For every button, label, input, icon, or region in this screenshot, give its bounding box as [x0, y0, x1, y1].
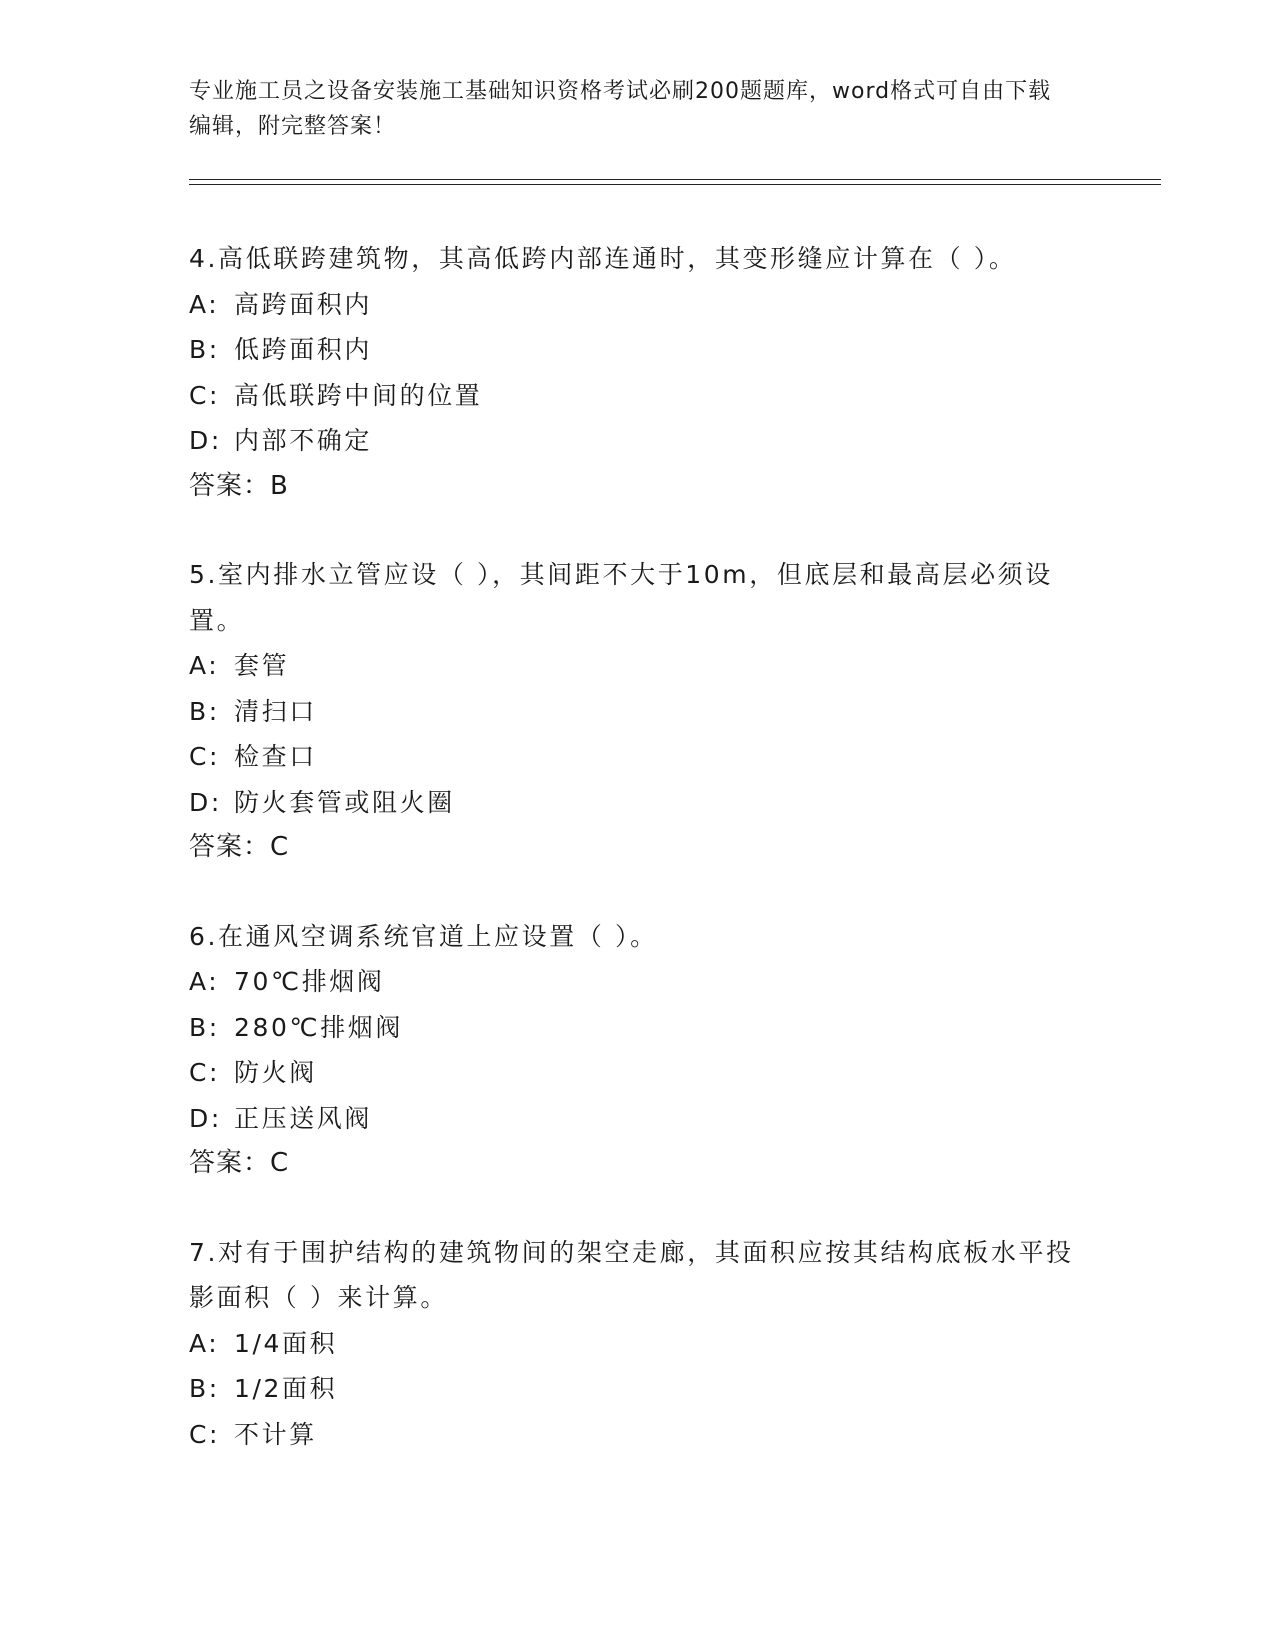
question-stem: 6.在通风空调系统官道上应设置（ ）。	[189, 921, 658, 951]
answer-line: 答案：C	[189, 1148, 290, 1178]
option-text: 防火阀	[234, 1058, 317, 1087]
option-key: C:	[189, 742, 221, 771]
option-key: B:	[189, 335, 220, 364]
option-key: D:	[189, 1103, 222, 1133]
option-text: 1/4面积	[234, 1328, 338, 1358]
question-4	[189, 236, 1089, 509]
option-key: A:	[189, 651, 220, 680]
question-6	[189, 914, 1089, 1187]
option-a	[189, 1321, 1089, 1367]
option-key: A:	[189, 289, 220, 319]
option-key: A:	[189, 967, 220, 996]
answer-line: 答案：C	[189, 832, 290, 862]
question-stem: 4.高低联跨建筑物，其高低跨内部连通时，其变形缝应计算在（ ）。	[189, 244, 1017, 273]
option-text: 1/2面积	[234, 1374, 338, 1403]
option-key: C:	[189, 1419, 221, 1449]
option-text: 检查口	[234, 742, 317, 771]
question-stem: 5.室内排水立管应设（ ），其间距不大于10m，但底层和最高层必须设置。	[189, 560, 1053, 635]
option-key: B:	[189, 1374, 220, 1403]
option-key: B:	[189, 696, 220, 726]
option-text: 低跨面积内	[234, 335, 373, 364]
question-7	[189, 1230, 1089, 1458]
option-d	[189, 1096, 1089, 1142]
option-d	[189, 418, 1089, 464]
option-key: C:	[189, 380, 221, 410]
option-text: 70℃排烟阀	[234, 967, 385, 996]
question-5	[189, 552, 1089, 871]
question-stem: 7.对有于围护结构的建筑物间的架空走廊，其面积应按其结构底板水平投影面积（ ）来计算。	[189, 1237, 1074, 1312]
option-key: B:	[189, 1012, 220, 1042]
option-a	[189, 959, 1089, 1005]
option-text: 清扫口	[234, 696, 317, 726]
option-text: 内部不确定	[234, 426, 373, 455]
header-divider-top	[189, 179, 1161, 180]
option-key: A:	[189, 1328, 220, 1358]
option-b	[189, 327, 1089, 373]
option-key: D:	[189, 787, 222, 817]
option-b	[189, 689, 1089, 735]
option-text: 高低联跨中间的位置	[234, 380, 483, 410]
header-divider-bottom	[189, 184, 1161, 185]
option-text: 防火套管或阻火圈	[234, 787, 455, 817]
option-text: 套管	[234, 651, 290, 680]
option-text: 高跨面积内	[234, 289, 373, 319]
option-text: 不计算	[234, 1419, 317, 1449]
option-c	[189, 1050, 1089, 1096]
option-a	[189, 643, 1089, 689]
option-c	[189, 373, 1089, 419]
option-b	[189, 1366, 1089, 1412]
option-c	[189, 734, 1089, 780]
option-a	[189, 282, 1089, 328]
option-d	[189, 780, 1089, 826]
document-header: 专业施工员之设备安装施工基础知识资格考试必刷200题题库，word格式可自由下载编辑，附完整答案！	[189, 79, 1052, 139]
option-b	[189, 1005, 1089, 1051]
option-key: C:	[189, 1058, 221, 1087]
question-list	[189, 236, 1089, 1500]
option-text: 正压送风阀	[234, 1103, 373, 1133]
answer-line: 答案：B	[189, 470, 289, 501]
option-key: D:	[189, 426, 222, 455]
option-c	[189, 1412, 1089, 1458]
option-text: 280℃排烟阀	[234, 1012, 403, 1042]
